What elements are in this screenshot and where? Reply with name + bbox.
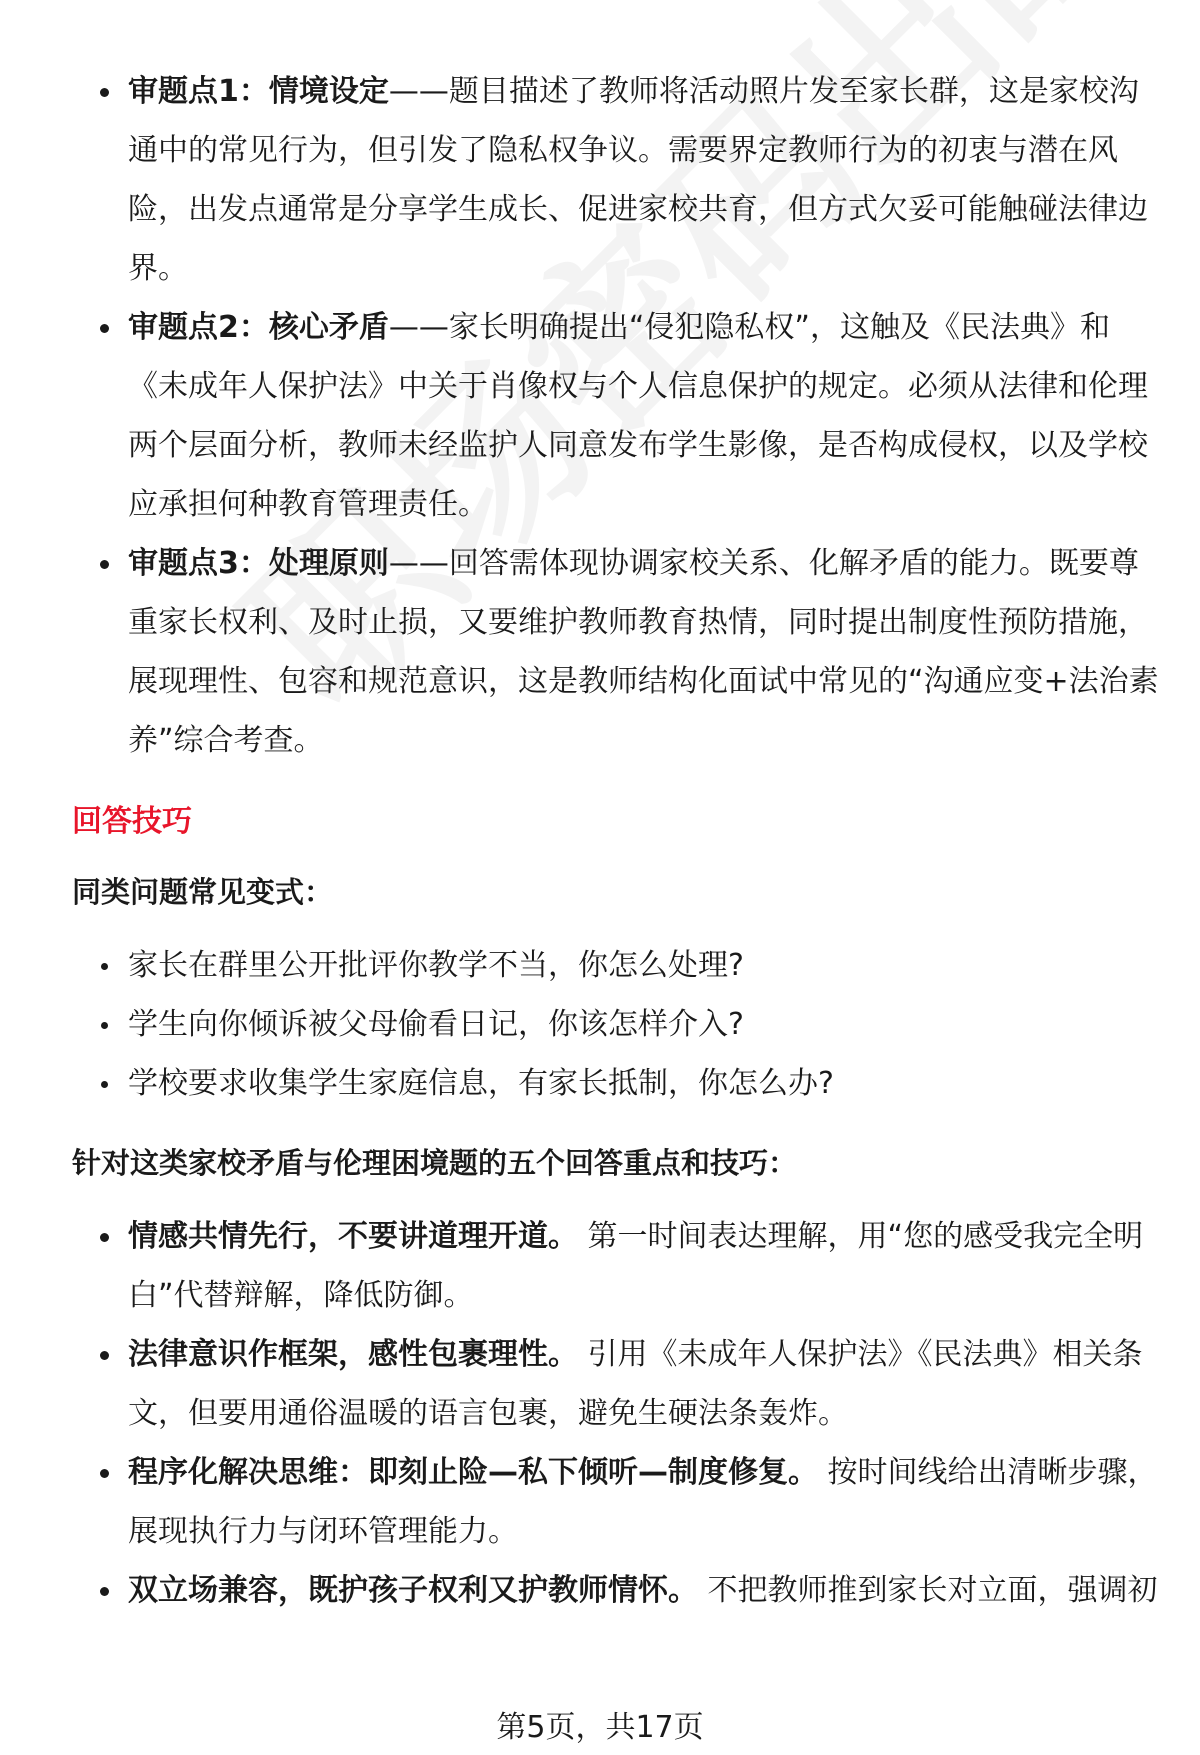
item-title: 审题点2：核心矛盾 <box>128 310 389 345</box>
item-title: 法律意识作框架，感性包裹理性。 <box>128 1337 578 1372</box>
tips-list <box>72 1207 1162 1620</box>
item-title: 双立场兼容，既护孩子权利又护教师情怀。 <box>128 1573 698 1608</box>
document-body <box>72 62 1162 1620</box>
item-body: 引用《未成年人保护法》《民法典》相关条文，但要用通俗温暖的语言包裹，避免生硬法条轰炸。 <box>128 1337 1143 1431</box>
item-title: 审题点1：情境设定 <box>128 74 389 109</box>
list-item <box>72 534 1162 770</box>
item-body: ——家长明确提出“侵犯隐私权”，这触及《民法典》和《未成年人保护法》中关于肖像权与个人信息保护的规定。必须从法律和伦理两个层面分析，教师未经监护人同意发布学生影像，是否构成侵权，以及学校应承担何种教育管理责任。 <box>128 310 1148 522</box>
item-body: 不把教师推到家长对立面，强调初 <box>698 1573 1158 1608</box>
list-item: 学生向你倾诉被父母偷看日记，你该怎样介入? <box>72 995 1162 1054</box>
item-title: 审题点3：处理原则 <box>128 546 389 581</box>
variants-heading: 同类问题常见变式： <box>72 875 334 909</box>
list-item <box>72 1325 1162 1443</box>
section-title: 回答技巧 <box>72 804 192 839</box>
list-item <box>72 62 1162 298</box>
variants-list <box>72 936 1162 1113</box>
list-item: 学校要求收集学生家庭信息，有家长抵制，你怎么办? <box>72 1054 1162 1113</box>
list-item <box>72 298 1162 534</box>
page-number: 第5页，共17页 <box>496 1710 704 1745</box>
analysis-list <box>72 62 1162 770</box>
list-item <box>72 1207 1162 1325</box>
item-body: ——题目描述了教师将活动照片发至家长群，这是家校沟通中的常见行为，但引发了隐私权争议。需要界定教师行为的初衷与潜在风险，出发点通常是分享学生成长、促进家校共育，但方式欠妥可能触碰法律边界。 <box>128 74 1148 286</box>
list-item: 家长在群里公开批评你教学不当，你怎么处理? <box>72 936 1162 995</box>
list-item <box>72 1561 1162 1620</box>
item-title: 程序化解决思维：即刻止险—私下倾听—制度修复。 <box>128 1455 818 1490</box>
item-body: 按时间线给出清晰步骤，展现执行力与闭环管理能力。 <box>128 1455 1158 1549</box>
item-title: 情感共情先行，不要讲道理开道。 <box>128 1219 578 1254</box>
item-body: 第一时间表达理解，用“您的感受我完全明白”代替辩解，降低防御。 <box>128 1219 1144 1313</box>
list-item <box>72 1443 1162 1561</box>
item-body: ——回答需体现协调家校关系、化解矛盾的能力。既要尊重家长权利、及时止损，又要维护教师教育热情，同时提出制度性预防措施，展现理性、包容和规范意识，这是教师结构化面试中常见的“沟通应变+法治素养”综合考查。 <box>128 546 1159 758</box>
tips-heading: 针对这类家校矛盾与伦理困境题的五个回答重点和技巧： <box>72 1146 798 1180</box>
